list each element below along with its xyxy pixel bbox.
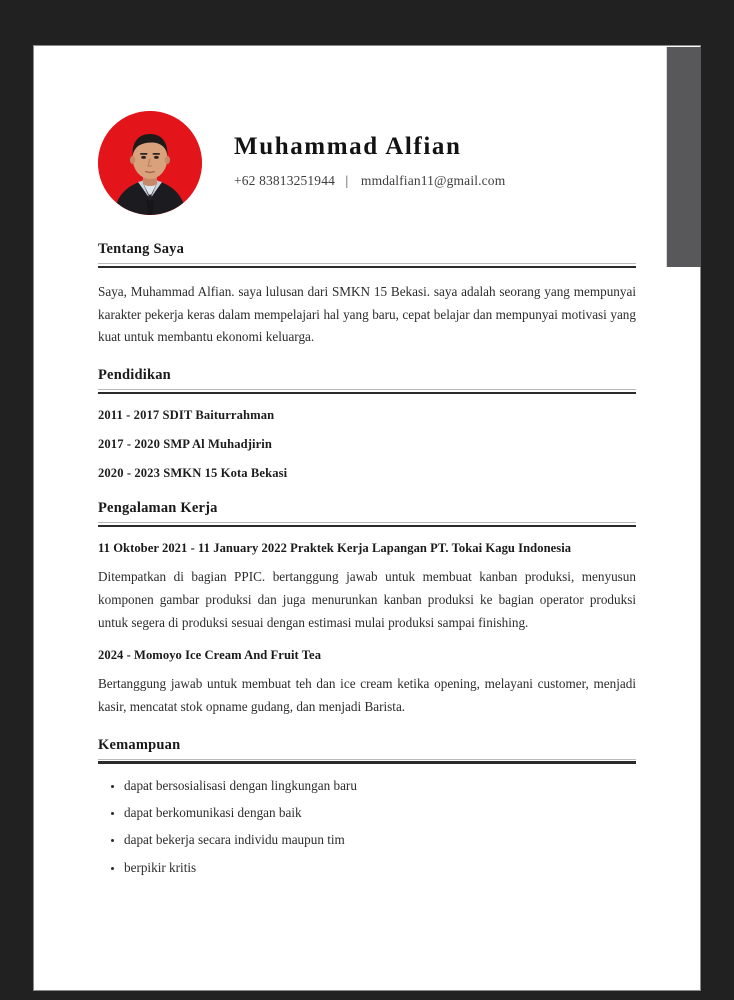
- education-list: [98, 407, 636, 482]
- experience-description: Ditempatkan di bagian PPIC. bertanggung jawab untuk membuat kanban produksi, menyusun komponen gambar produksi dan juga menurunkan kanban produksi ke bagian operator produksi untuk segera di produksi sesuai dengan estimasi mulai produksi sampai finishing.: [98, 569, 636, 630]
- phone-number: +62 83813251944: [234, 173, 335, 189]
- section-divider: [98, 266, 636, 269]
- list-item: berpikir kritis: [124, 859, 636, 877]
- experience-entry: [98, 647, 636, 718]
- list-item: dapat bekerja secara individu maupun tim: [124, 831, 636, 849]
- experience-title: 11 Oktober 2021 - 11 January 2022 Praktek Kerja Lapangan PT. Tokai Kagu Indonesia: [98, 541, 572, 556]
- identity-block: [234, 133, 505, 194]
- section-heading-about: Tentang Saya: [98, 241, 636, 264]
- section-experience: [98, 500, 636, 719]
- section-heading-experience: Pengalaman Kerja: [98, 500, 636, 523]
- experience-description: Bertanggung jawab untuk membuat teh dan ice cream ketika opening, melayani customer, menjadi kasir, mencatat stok opname gudang, dan menjadi Barista.: [98, 676, 636, 715]
- experience-entry: [98, 540, 636, 634]
- contact-separator: |: [345, 173, 349, 189]
- section-heading-skills: Kemampuan: [98, 737, 636, 760]
- list-item: dapat bersosialisasi dengan lingkungan baru: [124, 777, 636, 795]
- scrollbar-thumb[interactable]: [666, 47, 701, 267]
- avatar: [98, 111, 202, 215]
- resume-header: [98, 46, 636, 221]
- skills-list: [98, 777, 636, 877]
- section-divider: [98, 761, 636, 764]
- section-education: [98, 367, 636, 482]
- list-item: 2017 - 2020 SMP Al Muhadjirin: [98, 437, 272, 452]
- list-item: 2011 - 2017 SDIT Baiturrahman: [98, 408, 275, 423]
- page-title: Muhammad Alfian: [234, 132, 462, 160]
- contact-line: [234, 173, 505, 189]
- section-heading-education: Pendidikan: [98, 367, 636, 390]
- experience-title: 2024 - Momoyo Ice Cream And Fruit Tea: [98, 648, 322, 663]
- section-about: [98, 241, 636, 349]
- section-divider: [98, 392, 636, 395]
- email-address: mmdalfian11@gmail.com: [360, 173, 506, 189]
- resume-page: [34, 46, 700, 990]
- section-divider: [98, 525, 636, 528]
- resume-content: [98, 46, 636, 886]
- list-item: dapat berkomunikasi dengan baik: [124, 804, 636, 822]
- list-item: 2020 - 2023 SMKN 15 Kota Bekasi: [98, 466, 288, 481]
- about-paragraph: Saya, Muhammad Alfian. saya lulusan dari SMKN 15 Bekasi. saya adalah seorang yang mempunyai karakter pekerja keras dalam mempelajari hal yang baru, cepat belajar dan mempunyai motivasi yang kuat untuk membantu ekonomi keluarga.: [98, 284, 636, 345]
- section-skills: [98, 737, 636, 877]
